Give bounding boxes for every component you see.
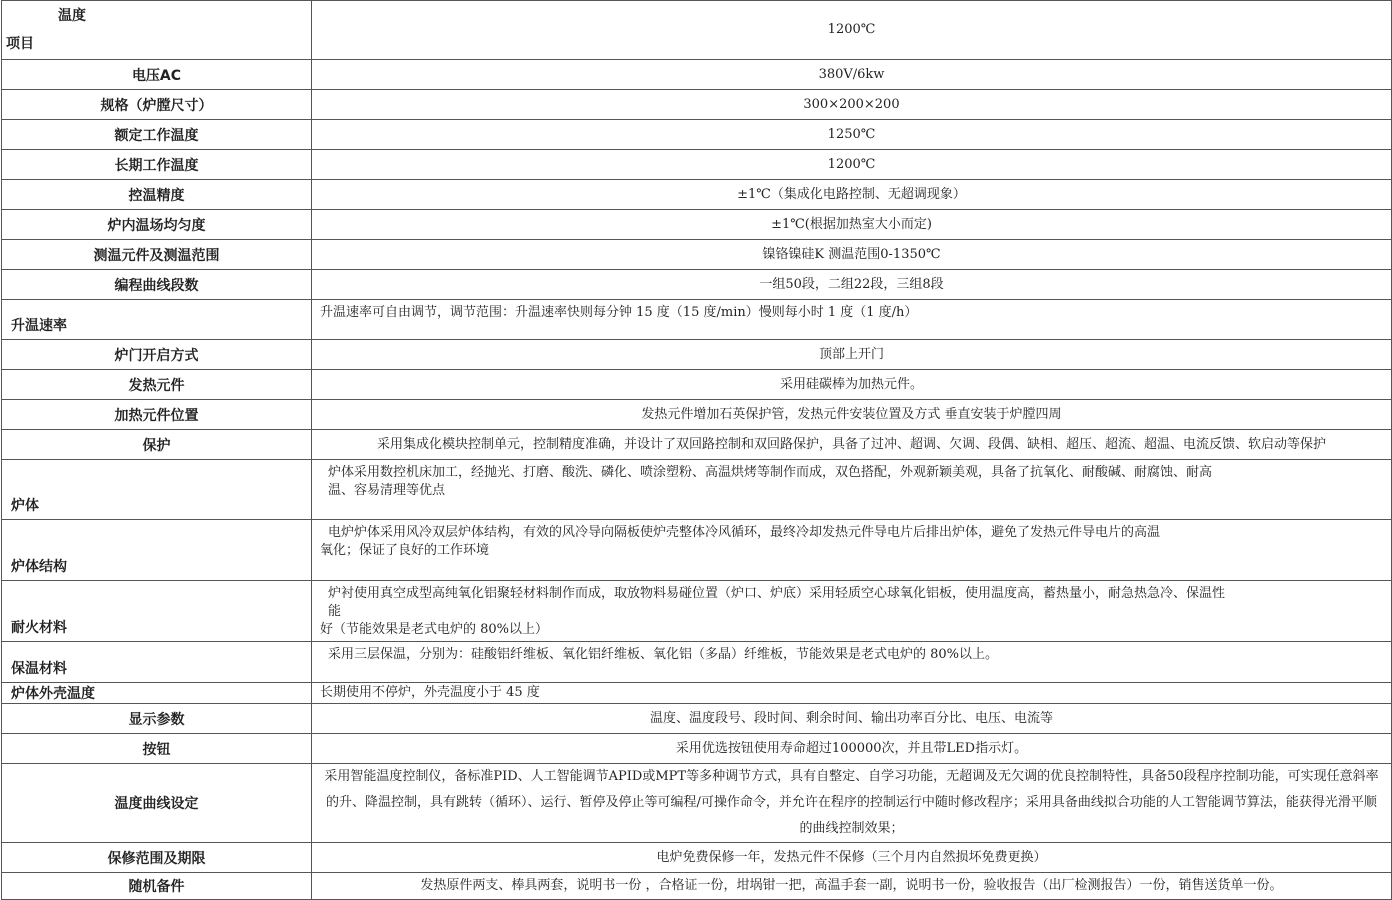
- row-value-line: 电炉炉体采用风冷双层炉体结构，有效的风冷导向隔板使炉壳整体冷风循环，最终冷却发热元件导电片后排出炉体，避免了发热元件导电片的高温: [328, 525, 1161, 540]
- row-label: 长期工作温度: [2, 150, 312, 180]
- row-value: 电炉免费保修一年，发热元件不保修（三个月内自然损坏免费更换）: [312, 843, 1392, 873]
- row-value: 采用硅碳棒为加热元件。: [312, 370, 1392, 400]
- row-value: 1250℃: [312, 120, 1392, 150]
- row-value: 顶部上开门: [312, 340, 1392, 370]
- table-row: [2, 400, 1392, 430]
- row-value: [312, 520, 1392, 581]
- row-label: 控温精度: [2, 180, 312, 210]
- row-label: 炉体外壳温度: [2, 683, 312, 704]
- row-value: 1200℃: [312, 150, 1392, 180]
- row-label: 额定工作温度: [2, 120, 312, 150]
- row-label: 耐火材料: [2, 581, 312, 642]
- table-row: [2, 150, 1392, 180]
- row-value-line: 温、容易清理等优点: [328, 483, 446, 498]
- table-header-row: [2, 1, 1392, 60]
- row-label: 随机备件: [2, 873, 312, 900]
- table-row: [2, 300, 1392, 340]
- row-value-line: 好（节能效果是老式电炉的 80%以上）: [320, 622, 549, 637]
- table-row: [2, 210, 1392, 240]
- header-temperature-value: 1200℃: [312, 1, 1392, 60]
- row-label: 规格（炉膛尺寸）: [2, 90, 312, 120]
- row-value-line: 能: [328, 604, 342, 619]
- row-label: 炉体: [2, 460, 312, 520]
- row-label: 保温材料: [2, 642, 312, 683]
- table-row: [2, 734, 1392, 764]
- table-row: [2, 120, 1392, 150]
- header-corner-cell: [2, 1, 312, 60]
- corner-label-item: 项目: [6, 36, 34, 52]
- row-label: 炉内温场均匀度: [2, 210, 312, 240]
- table-row: [2, 843, 1392, 873]
- table-row: [2, 520, 1392, 581]
- row-value: 镍铬镍硅K 测温范围0-1350℃: [312, 240, 1392, 270]
- row-label: 升温速率: [2, 300, 312, 340]
- row-value: ±1℃（集成化电路控制、无超调现象）: [312, 180, 1392, 210]
- corner-label-temperature: 温度: [58, 8, 86, 24]
- table-row: [2, 581, 1392, 642]
- table-row: [2, 704, 1392, 734]
- row-value: 升温速率可自由调节，调节范围：升温速率快则每分钟 15 度（15 度/min）慢则每小时 1 度（1 度/h）: [312, 300, 1392, 340]
- row-label: 炉门开启方式: [2, 340, 312, 370]
- row-label: 温度曲线设定: [2, 764, 312, 843]
- row-label: 炉体结构: [2, 520, 312, 581]
- row-value: 380V/6kw: [312, 60, 1392, 90]
- row-label: 显示参数: [2, 704, 312, 734]
- row-value: [312, 460, 1392, 520]
- row-value: [312, 581, 1392, 642]
- row-value: ±1℃(根据加热室大小而定): [312, 210, 1392, 240]
- row-value: 发热元件增加石英保护管，发热元件安装位置及方式 垂直安装于炉膛四周: [312, 400, 1392, 430]
- row-value: 长期使用不停炉，外壳温度小于 45 度: [312, 683, 1392, 704]
- row-value: 采用集成化模块控制单元，控制精度准确，并设计了双回路控制和双回路保护，具备了过冲、超调、欠调、段偶、缺相、超压、超流、超温、电流反馈、软启动等保护: [312, 430, 1392, 460]
- table-row: [2, 683, 1392, 704]
- row-label: 电压AC: [2, 60, 312, 90]
- row-value: 300×200×200: [312, 90, 1392, 120]
- table-row: [2, 180, 1392, 210]
- table-row: [2, 270, 1392, 300]
- spec-table: [1, 0, 1392, 900]
- row-value-line: 炉体采用数控机床加工，经抛光、打磨、酸洗、磷化、喷涂塑粉、高温烘烤等制作而成，双色搭配，外观新颖美观，具备了抗氧化、耐酸碱、耐腐蚀、耐高: [328, 465, 1213, 480]
- row-value-line: 炉衬使用真空成型高纯氧化铝聚轻材料制作而成，取放物料易碰位置（炉口、炉底）采用轻质空心球氧化铝板，使用温度高，蓄热量小，耐急热急冷、保温性: [328, 586, 1226, 601]
- row-label: 发热元件: [2, 370, 312, 400]
- table-row: [2, 873, 1392, 900]
- row-value: 一组50段，二组22段，三组8段: [312, 270, 1392, 300]
- row-label: 测温元件及测温范围: [2, 240, 312, 270]
- row-value: 采用智能温度控制仪，备标准PID、人工智能调节APID或MPT等多种调节方式，具有自整定、自学习功能，无超调及无欠调的优良控制特性，具备50段程序控制功能，可实现任意斜率的升、降温控制，具有跳转（循环）、运行、暂停及停止等可编程/可操作命令，并允许在程序的控制运行中随时修改程序；采用具备曲线拟合功能的人工智能调节算法，能获得光滑平顺的曲线控制效果；: [312, 764, 1392, 843]
- row-value: 温度、温度段号、段时间、剩余时间、输出功率百分比、电压、电流等: [312, 704, 1392, 734]
- table-row: [2, 240, 1392, 270]
- table-row: [2, 340, 1392, 370]
- row-label: 保护: [2, 430, 312, 460]
- table-row: [2, 430, 1392, 460]
- row-label: 保修范围及期限: [2, 843, 312, 873]
- row-label: 加热元件位置: [2, 400, 312, 430]
- row-label: 按钮: [2, 734, 312, 764]
- table-row: [2, 460, 1392, 520]
- table-row: [2, 764, 1392, 843]
- table-row: [2, 90, 1392, 120]
- table-row: [2, 642, 1392, 683]
- row-value-line: 氧化；保证了良好的工作环境: [320, 543, 490, 558]
- table-row: [2, 370, 1392, 400]
- row-value: 发热原件两支、棒具两套，说明书一份 ，合格证一份，坩埚钳一把，高温手套一副，说明书一份，验收报告（出厂检测报告）一份，销售送货单一份。: [312, 873, 1392, 900]
- row-value: 采用三层保温，分别为：硅酸铝纤维板、氧化铝纤维板、氧化铝（多晶）纤维板，节能效果是老式电炉的 80%以上。: [312, 642, 1392, 683]
- row-label: 编程曲线段数: [2, 270, 312, 300]
- table-row: [2, 60, 1392, 90]
- row-value: 采用优选按钮使用寿命超过100000次，并且带LED指示灯。: [312, 734, 1392, 764]
